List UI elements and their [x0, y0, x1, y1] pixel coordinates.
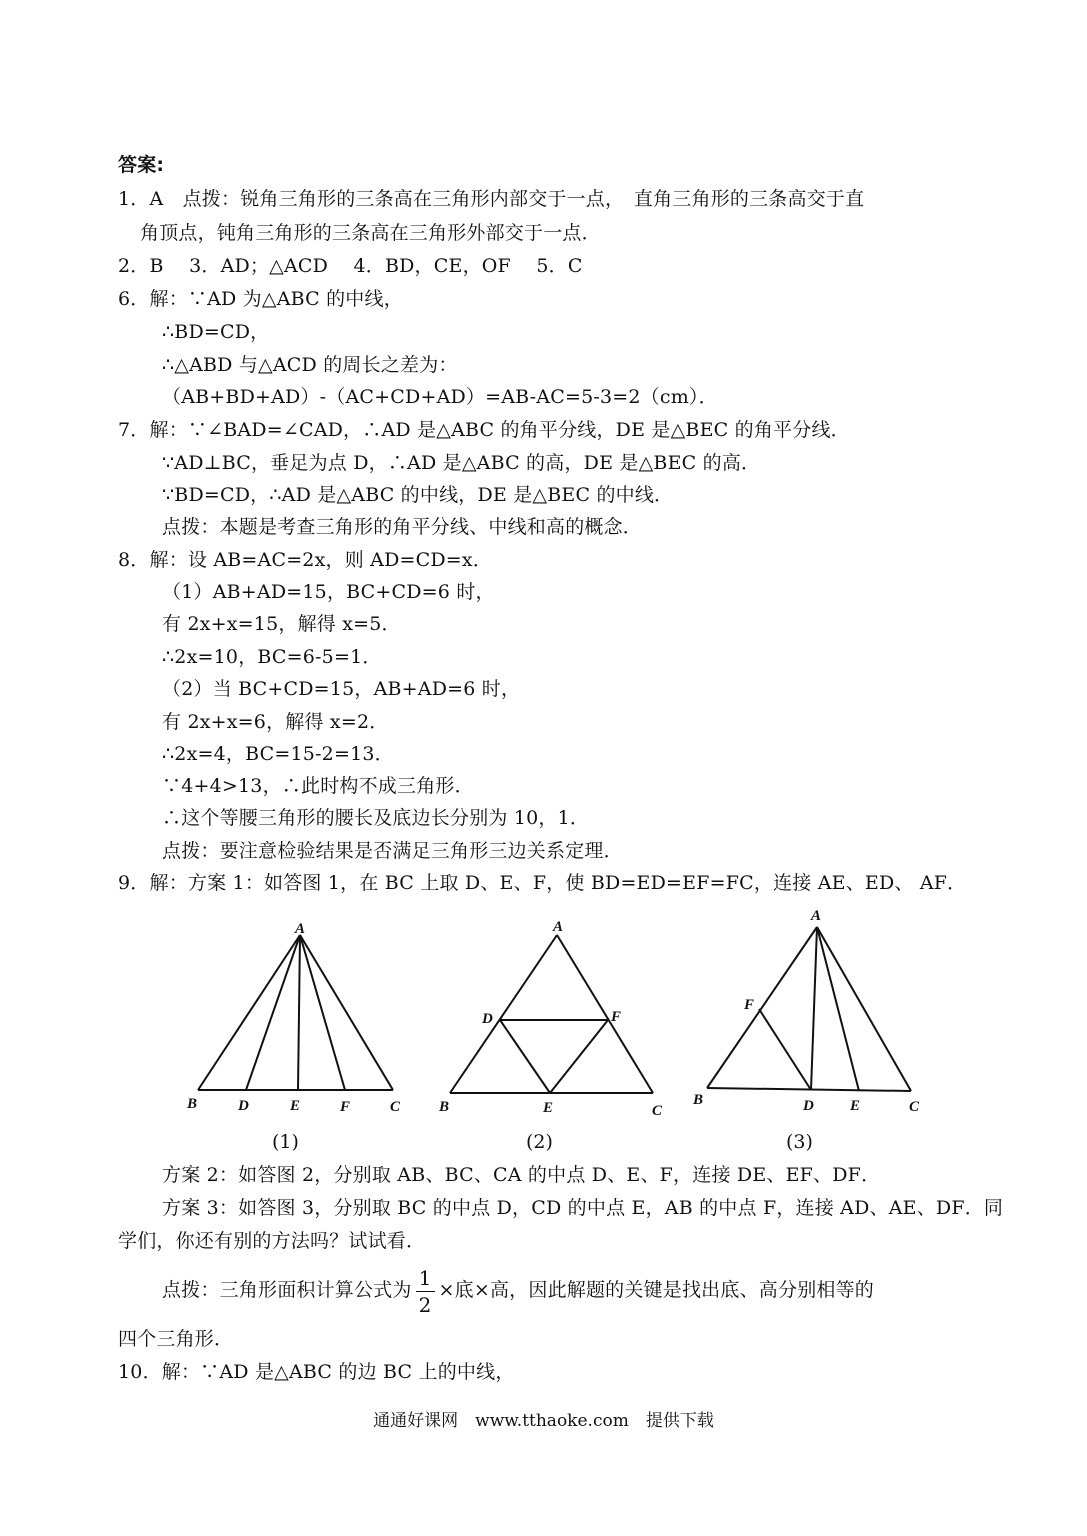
answer-8-line-7: ∴2x=4，BC=15-2=13．: [162, 743, 394, 765]
fig1-label-c: C: [390, 1099, 401, 1115]
answer-8-line-2: （1）AB+AD=15，BC+CD=6 时，: [162, 581, 495, 603]
answer-8-line-3: 有 2x+x=15，解得 x=5．: [162, 613, 401, 635]
figure-2: [430, 915, 680, 1120]
answer-8-line-4: ∴2x=10，BC=6-5=1．: [162, 646, 382, 668]
answer-8-line-1: 8．解：设 AB=AC=2x，则 AD=CD=x．: [118, 549, 493, 571]
answer-8-line-6: 有 2x+x=6，解得 x=2．: [162, 711, 389, 733]
answer-9-hint-cont: 四个三角形．: [118, 1328, 234, 1350]
fig3-label-d: D: [803, 1098, 814, 1114]
answer-6-line-4: （AB+BD+AD）-（AC+CD+AD）=AB-AC=5-3=2（cm）．: [162, 386, 718, 408]
answer-7-line-1: 7．解：∵∠BAD=∠CAD，∴AD 是△ABC 的角平分线，DE 是△BEC 的角平分线．: [118, 419, 850, 441]
fraction-one-half: [416, 1265, 435, 1318]
footer-source: 通通好课网 www.tthaoke.com 提供下载: [373, 1411, 714, 1431]
fig1-label-d: D: [238, 1098, 249, 1114]
fig2-label-a: A: [553, 919, 564, 935]
fig3-label-a: A: [811, 908, 822, 924]
answer-7-line-2: ∵AD⊥BC，垂足为点 D，∴AD 是△ABC 的高，DE 是△BEC 的高．: [162, 452, 761, 474]
answer-6-line-1: 6．解：∵AD 为△ABC 的中线，: [118, 288, 403, 310]
answer-9-hint-pre: 点拨：三角形面积计算公式为: [162, 1279, 412, 1301]
answer-8-line-9: ∴这个等腰三角形的腰长及底边长分别为 10，1．: [162, 807, 590, 829]
fig2-label-b: B: [439, 1099, 450, 1115]
fig2-side-ab: [450, 935, 557, 1093]
fig1-label-e: E: [290, 1098, 301, 1114]
answer-9-plan-2: 方案 2：如答图 2，分别取 AB、BC、CA 的中点 D、E、F，连接 DE、EF、DF．: [162, 1164, 881, 1186]
answer-6-line-2: ∴BD=CD，: [162, 321, 270, 343]
answer-10-line-1: 10．解：∵AD 是△ABC 的边 BC 上的中线，: [118, 1361, 515, 1383]
fraction-denominator: 2: [418, 1292, 432, 1317]
fig1-segment-af: [300, 935, 345, 1090]
fig3-segment-df: [759, 1009, 811, 1090]
fig3-label-c: C: [909, 1099, 920, 1115]
answer-1-line-1: 1．A 点拨：锐角三角形的三条高在三角形内部交于一点， 直角三角形的三条高交于直: [118, 188, 865, 210]
fig3-label-f: F: [744, 997, 755, 1013]
fig2-label-d: D: [482, 1011, 493, 1027]
figure-1-caption: (1): [272, 1131, 299, 1153]
fig2-segment-ef: [550, 1020, 608, 1093]
answer-9-plan-3: 方案 3：如答图 3，分别取 BC 的中点 D，CD 的中点 E，AB 的中点 F，连接 AD、AE、DF．同: [162, 1197, 1004, 1219]
fig3-label-e: E: [850, 1098, 861, 1114]
fig1-label-a: A: [295, 921, 306, 937]
fig1-label-f: F: [340, 1099, 351, 1115]
answer-9-plan-3-cont: 学们，你还有别的方法吗？试试看．: [118, 1230, 426, 1252]
fig1-label-b: B: [187, 1096, 198, 1112]
fig2-label-c: C: [652, 1103, 663, 1119]
fig2-label-f: F: [611, 1009, 622, 1025]
answer-9-line-1: 9．解：方案 1：如答图 1，在 BC 上取 D、E、F，使 BD=ED=EF=FC，连接 AE、ED、 AF．: [118, 872, 967, 894]
fig3-segment-ad: [811, 927, 817, 1090]
answer-8-line-5: （2）当 BC+CD=15，AB+AD=6 时，: [162, 678, 521, 700]
fig2-side-ac: [557, 935, 653, 1093]
fig3-label-b: B: [693, 1092, 704, 1108]
fig1-side-ac: [300, 935, 393, 1090]
answer-9-hint-post: ×底×高，因此解题的关键是找出底、高分别相等的: [438, 1279, 874, 1301]
fraction-numerator: 1: [416, 1265, 435, 1292]
figure-1: [180, 915, 420, 1120]
answers-2-5: 2．B 3．AD；△ACD 4．BD，CE，OF 5．C: [118, 255, 583, 277]
answer-8-line-8: ∵4+4>13，∴此时构不成三角形．: [162, 775, 474, 797]
fig1-segment-ad: [246, 935, 300, 1090]
figure-3-caption: (3): [786, 1131, 813, 1153]
answer-8-hint: 点拨：要注意检验结果是否满足三角形三边关系定理．: [162, 840, 623, 862]
answer-7-hint: 点拨：本题是考查三角形的角平分线、中线和高的概念．: [162, 516, 643, 538]
answer-7-line-3: ∵BD=CD，∴AD 是△ABC 的中线，DE 是△BEC 的中线．: [162, 484, 674, 506]
answer-1-line-2: 角顶点，钝角三角形的三条高在三角形外部交于一点．: [140, 222, 601, 244]
answer-9-hint: [162, 1260, 874, 1320]
fig3-side-ac: [817, 927, 911, 1091]
figure-3: [685, 905, 935, 1120]
fig1-segment-ae: [298, 935, 300, 1090]
figure-2-caption: (2): [526, 1131, 553, 1153]
answer-title: 答案:: [118, 154, 165, 176]
fig2-label-e: E: [543, 1100, 554, 1116]
fig1-side-ab: [198, 935, 300, 1090]
fig3-segment-ae: [817, 927, 859, 1091]
answer-6-line-3: ∴△ABD 与△ACD 的周长之差为：: [162, 354, 458, 376]
fig3-side-ab: [707, 927, 817, 1088]
fig2-segment-de: [500, 1020, 550, 1093]
